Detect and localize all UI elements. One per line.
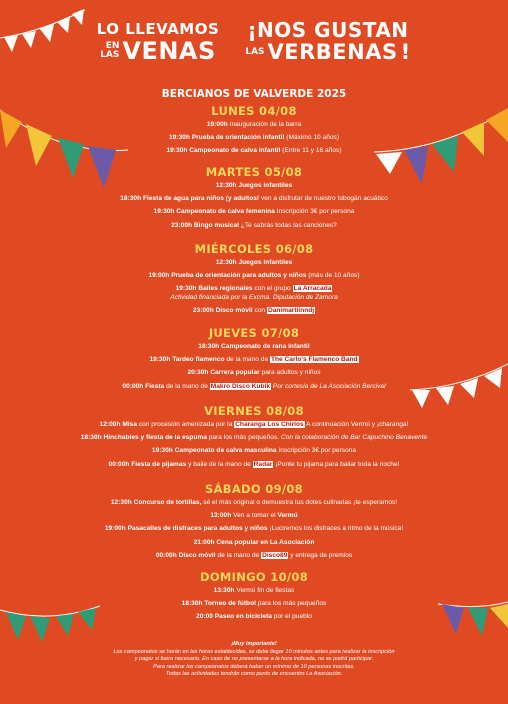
event: 00:00h Disco móvil de la mano de Disco89 y entrega de premios	[155, 551, 353, 559]
subtitle: BERCIANOS DE VALVERDE 2025	[161, 88, 347, 100]
event: 13:30h Vermú fin de fiestas	[213, 587, 295, 594]
event: 23:00h Disco móvil con Danimartiinndj	[192, 306, 315, 314]
header-right-title	[228, 20, 428, 63]
event: 13:00h Ven a tomar el Vermú	[210, 512, 298, 520]
footer-line: Todas las actividades tendrán como punto de encuentro La Asociación.	[165, 671, 343, 678]
day-lunes	[0, 104, 508, 161]
event: 20:00 Paseo en bicicleta por el pueblo	[196, 613, 312, 621]
event: 19:30h Bailes regionales con el grupo La Arracada Actividad financiada por la Excma. Diputación de Zamora	[170, 285, 338, 301]
footer-line: Los campeonatos se harán en las horas establecidas, se debe llegar 10 minutos antes para realizar la inscripción	[113, 648, 395, 655]
title-verbenas: VERBENAS	[267, 40, 398, 64]
event: 21:00h Cena popular en La Asociación	[193, 538, 315, 546]
event: 18:30h Torneo de fútbol para los más pequeños	[181, 600, 327, 608]
footer-notice	[60, 641, 448, 679]
event: 19:30h Prueba de orientación infantil (Máximo 10 años)	[168, 134, 340, 142]
event: 19:30h Tardeo flamenco de la mano de The Carlo's Flamenco Band	[149, 356, 358, 364]
day-viernes	[0, 404, 508, 474]
event: 19:30h Campeonato de calva femenina Inscripción 3€ por persona	[153, 208, 355, 216]
day-sabado	[0, 482, 508, 565]
event: 19:00h Pasacalles de disfraces para adultos y niños ¡Luciremos los disfraces a ritmo de la música!	[104, 525, 404, 533]
event: 20:30h Carrera popular para adultos y niños	[187, 369, 321, 377]
event: 19:30h Campeonato de calva masculina Inscripción 3€ por persona	[151, 447, 357, 455]
day-title: DOMINGO 10/08	[200, 570, 308, 584]
footer-line: Para realizar los campeonatos deberá haber un mínimo de 10 personas inscritas.	[153, 663, 355, 670]
event: 12:30h Juegos infantiles	[215, 182, 293, 189]
header-left-title	[88, 22, 228, 63]
day-title: LUNES 04/08	[211, 104, 297, 118]
event: 18:30h Hinchables y fiesta de la espuma para los más pequeños. Con la colaboración de Bar Capuchino Benavente	[80, 434, 428, 442]
title-las-left: LAS	[100, 50, 120, 60]
header	[0, 12, 508, 100]
event: 19:30h Campeonato de calva infantil (Entre 11 y 16 años)	[166, 147, 342, 155]
day-title: SÁBADO 09/08	[205, 482, 303, 496]
event: 12:30h Juegos infantiles	[215, 259, 293, 266]
event: 12:30h Concurso de tortillas, sé el más original o demuestra tus dotes culinarias ¡te esperamos!	[110, 499, 398, 506]
event: 19:00h Inauguración de la barra	[206, 121, 302, 128]
title-exclamation: !	[400, 40, 411, 64]
footer-line: y pagar si fuera necesario. En caso de no presentarse a la hora indicada, no se podrá participar.	[134, 656, 374, 663]
day-jueves	[0, 326, 508, 396]
day-title: MARTES 05/08	[205, 165, 303, 179]
day-title: MIÉRCOLES 06/08	[194, 242, 314, 256]
event: 18:30h Fiesta de agua para niños (y adultos! ven a disfrutar de nuestro tobogán acuático	[120, 195, 388, 203]
day-title: VIERNES 08/08	[204, 404, 304, 418]
title-las-right: LAS	[245, 47, 265, 57]
event: 19:00h Prueba de orientación para adultos y niños (más de 10 años)	[148, 272, 360, 280]
day-title: JUEVES 07/08	[208, 326, 300, 340]
event: 18:30h Campeonato de rana infantil	[198, 343, 310, 350]
day-domingo	[0, 570, 508, 627]
event: 12:00h Misa con procesión amenizada por la Charanga Los Chirlos A continuación Vermú y ¡charanga!	[99, 421, 409, 428]
footer-title: ¡Muy importante!	[231, 641, 277, 647]
title-lo-llevamos: LO LLEVAMOS	[96, 20, 220, 38]
event: 00:00h Fiesta de pijamas y baile de la mano de Radar ¡Ponte tu pijama para bailar toda la noche!	[108, 460, 400, 468]
title-en: EN	[105, 41, 120, 51]
event: 23:00h Bingo musical ¿Te sabrás todas las canciones?	[171, 221, 337, 229]
event: 00:00h Fiesta de la mano de Makro Disco Kubik Por cortesía de La Asociación Bercival	[122, 382, 386, 390]
day-miercoles	[0, 242, 508, 320]
title-venas: VENAS	[122, 37, 216, 65]
day-martes	[0, 165, 508, 235]
title-nos-gustan: ¡NOS GUSTAN	[247, 18, 409, 42]
